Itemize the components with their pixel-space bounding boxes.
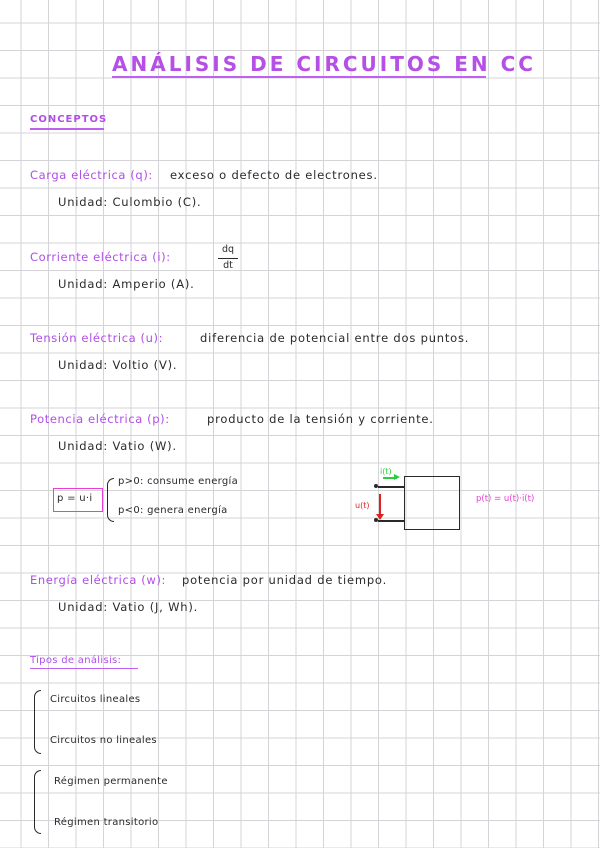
unit-tension: Unidad: Voltio (V). xyxy=(58,358,178,372)
circuit-element-box xyxy=(404,476,460,530)
circuit-power-formula: p(t) = u(t)·i(t) xyxy=(476,494,535,504)
unit-carga: Unidad: Culombio (C). xyxy=(58,195,202,209)
term-energia: Energía eléctrica (w): xyxy=(30,573,166,587)
top-terminal xyxy=(374,484,378,488)
tipo-transitorio: Régimen transitorio xyxy=(54,817,159,828)
def-tension: diferencia de potencial entre dos puntos. xyxy=(200,331,470,345)
voltage-label: u(t) xyxy=(355,501,370,510)
case-genera: p<0: genera energía xyxy=(118,505,228,516)
term-corriente: Corriente eléctrica (i): xyxy=(30,250,171,264)
page-title: ANÁLISIS DE CIRCUITOS EN CC xyxy=(112,52,536,76)
tipo-no-lineales: Circuitos no lineales xyxy=(50,735,157,746)
case-consume: p>0: consume energía xyxy=(118,476,239,487)
fraction-numerator: dq xyxy=(221,244,235,255)
term-potencia: Potencia eléctrica (p): xyxy=(30,412,170,426)
fraction-bar xyxy=(218,258,238,259)
tipos-brace-1 xyxy=(34,690,41,754)
fraction-denominator: dt xyxy=(223,260,233,271)
conceptos-underline xyxy=(30,128,104,130)
term-tension: Tensión eléctrica (u): xyxy=(30,331,164,345)
top-wire xyxy=(378,486,405,488)
tipo-lineales: Circuitos lineales xyxy=(50,694,141,705)
current-label: i(t) xyxy=(380,467,392,476)
tipos-brace-2 xyxy=(34,770,41,834)
current-arrowhead-icon xyxy=(394,474,400,480)
term-carga: Carga eléctrica (q): xyxy=(30,168,153,182)
voltage-arrow-icon xyxy=(379,494,381,516)
section-heading-tipos: Tipos de análisis: xyxy=(30,655,122,666)
cases-brace xyxy=(107,478,114,522)
def-energia: potencia por unidad de tiempo. xyxy=(182,573,388,587)
title-underline xyxy=(112,76,486,78)
voltage-arrowhead-icon xyxy=(376,514,384,520)
section-heading-conceptos: CONCEPTOS xyxy=(30,114,108,125)
unit-energia: Unidad: Vatio (J, Wh). xyxy=(58,600,199,614)
unit-potencia: Unidad: Vatio (W). xyxy=(58,439,177,453)
bottom-wire xyxy=(378,520,405,522)
def-potencia: producto de la tensión y corriente. xyxy=(207,412,434,426)
power-formula: p = u·i xyxy=(57,493,93,504)
tipos-underline xyxy=(30,668,138,669)
unit-corriente: Unidad: Amperio (A). xyxy=(58,277,195,291)
def-carga: exceso o defecto de electrones. xyxy=(170,168,378,182)
tipo-permanente: Régimen permanente xyxy=(54,776,168,787)
